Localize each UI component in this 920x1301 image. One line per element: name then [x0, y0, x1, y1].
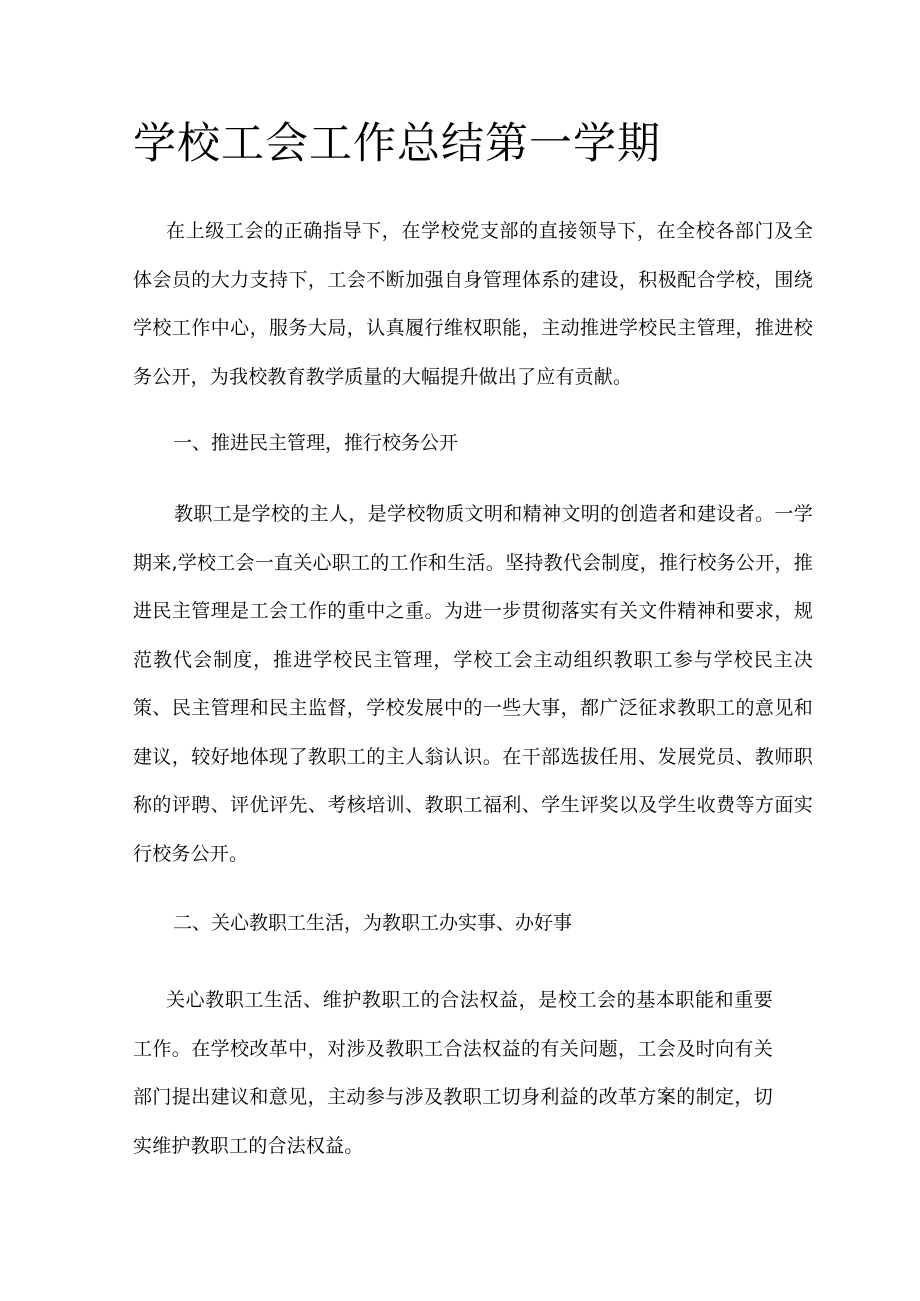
section-heading-2: 二、关心教职工生活，为教职工办实事、办好事	[173, 912, 573, 934]
document-title: 学校工会工作总结第一学期	[133, 119, 661, 169]
section-heading-1: 一、推进民主管理，推行校务公开	[173, 432, 459, 454]
section-body-2: 关心教职工生活、维护教职工的合法权益，是校工会的基本职能和重要工作。在学校改革中，对涉及教职工合法权益的有关问题，工会及时向有关部门提出建议和意见，主动参与涉及教职工切身利益的改革方案的制定，切实维护教职工的合法权益。	[133, 989, 773, 1157]
section-body-1: 教职工是学校的主人，是学校物质文明和精神文明的创造者和建设者。一学期来,学校工会一直关心职工的工作和生活。坚持教代会制度，推行校务公开，推进民主管理是工会工作的重中之重。为进一步贯彻落实有关文件精神和要求，规范教代会制度，推进学校民主管理，学校工会主动组织教职工参与学校民主决策、民主管理和民主监督，学校发展中的一些大事，都广泛征求教职工的意见和建议，较好地体现了教职工的主人翁认识。在干部选拔任用、发展党员、教师职称的评聘、评优评先、考核培训、教职工福利、学生评奖以及学生收费等方面实行校务公开。	[133, 503, 813, 865]
intro-paragraph: 在上级工会的正确指导下，在学校党支部的直接领导下，在全校各部门及全体会员的大力支持下，工会不断加强自身管理体系的建设，积极配合学校，围绕学校工作中心，服务大局，认真履行维权职能，主动推进学校民主管理，推进校务公开，为我校教育教学质量的大幅提升做出了应有贡献。	[133, 220, 813, 388]
